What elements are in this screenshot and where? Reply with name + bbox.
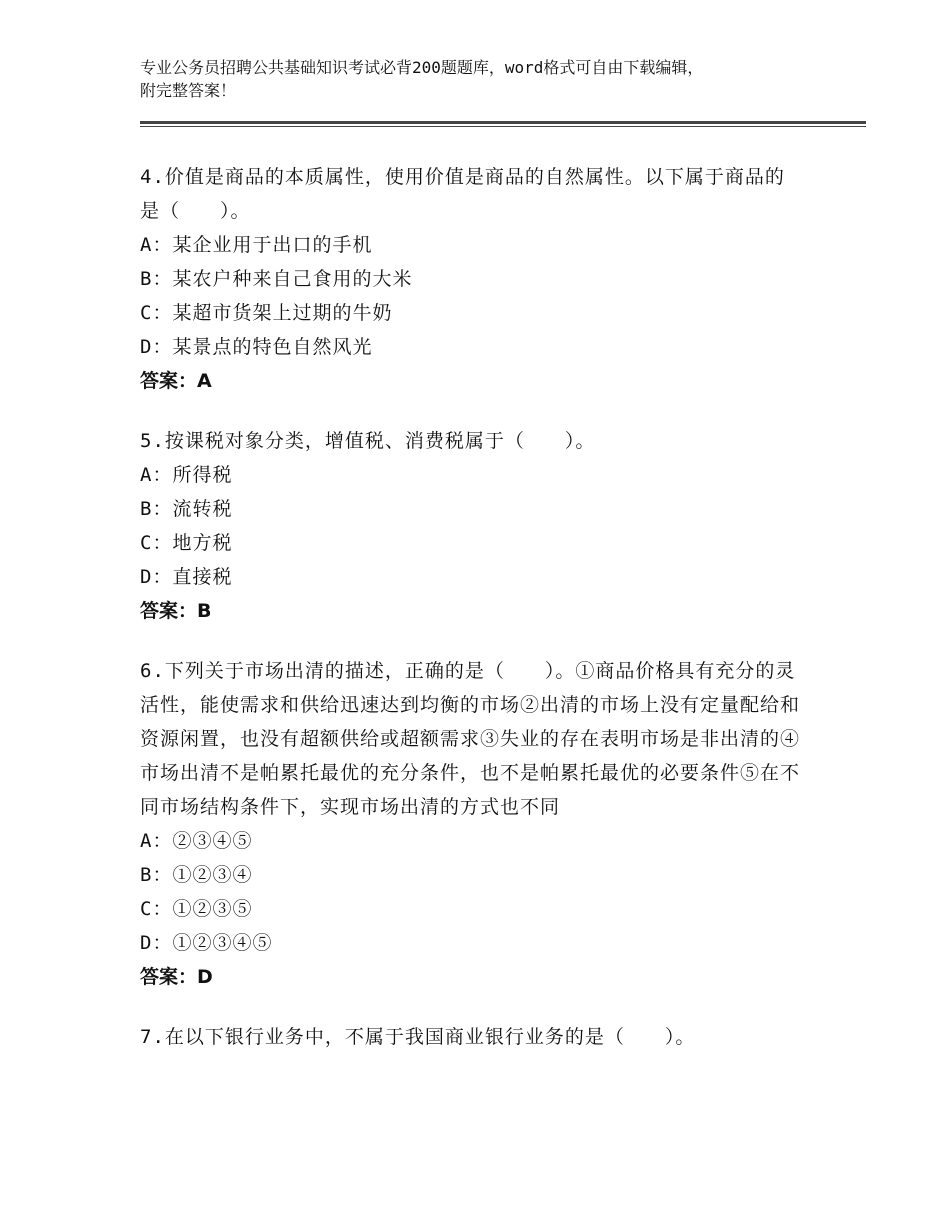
option-b: B：流转税 [140, 498, 233, 520]
question-4 [140, 160, 800, 398]
option-a: A：②③④⑤ [140, 830, 253, 852]
option-c: C：某超市货架上过期的牛奶 [140, 302, 393, 324]
option-b: B：某农户种来自己食用的大米 [140, 268, 413, 290]
question-7 [140, 1020, 800, 1054]
header-line-2: 附完整答案！ [140, 81, 237, 100]
option-a: A：某企业用于出口的手机 [140, 234, 373, 256]
header-line-1: 专业公务员招聘公共基础知识考试必背200题题库，word格式可自由下载编辑， [140, 58, 704, 77]
question-5 [140, 424, 800, 628]
header-divider [140, 121, 866, 124]
question-stem: 6.下列关于市场出清的描述，正确的是（ ）。①商品价格具有充分的灵活性，能使需求和供给迅速达到均衡的市场②出清的市场上没有定量配给和资源闲置，也没有超额供给或超额需求③失业的存在表明市场是非出清的④市场出清不是帕累托最优的充分条件，也不是帕累托最优的必要条件⑤在不同市场结构条件下，实现市场出清的方式也不同 [140, 660, 801, 818]
question-stem: 5.按课税对象分类，增值税、消费税属于（ ）。 [140, 430, 596, 452]
question-stem: 7.在以下银行业务中，不属于我国商业银行业务的是（ ）。 [140, 1026, 696, 1048]
option-c: C：①②③⑤ [140, 898, 253, 920]
option-b: B：①②③④ [140, 864, 253, 886]
question-stem: 4.价值是商品的本质属性，使用价值是商品的自然属性。以下属于商品的是（ ）。 [140, 166, 785, 222]
option-d: D：某景点的特色自然风光 [140, 336, 373, 358]
option-a: A：所得税 [140, 464, 233, 486]
document-header [140, 56, 870, 102]
answer: 答案：D [140, 966, 213, 988]
answer: 答案：B [140, 600, 212, 622]
option-d: D：①②③④⑤ [140, 932, 273, 954]
question-list [140, 160, 800, 1080]
option-c: C：地方税 [140, 532, 233, 554]
answer: 答案：A [140, 370, 212, 392]
question-6 [140, 654, 800, 994]
option-d: D：直接税 [140, 566, 233, 588]
